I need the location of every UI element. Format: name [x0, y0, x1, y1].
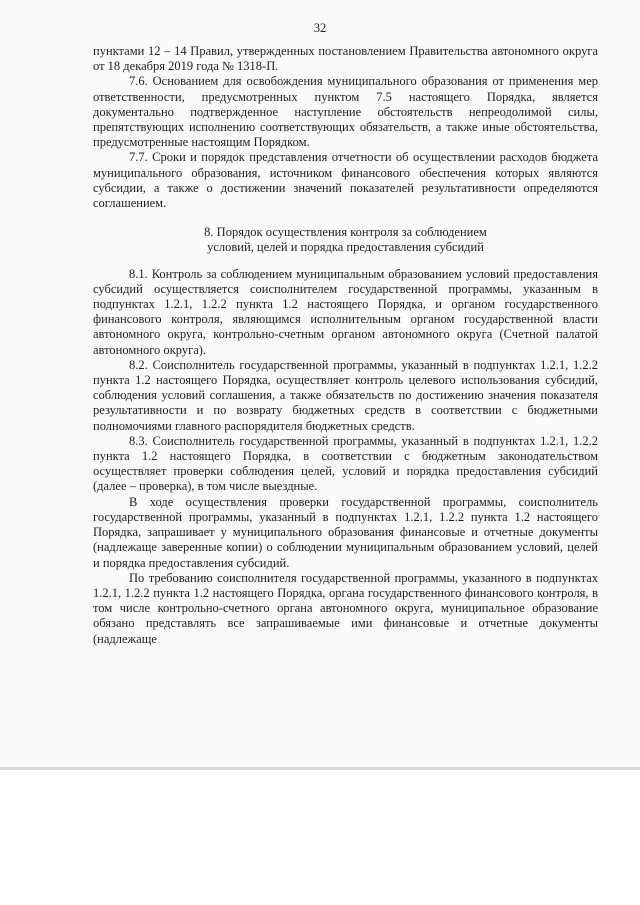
paragraph-inspection: В ходе осуществления проверки государственной программы, соисполнитель государственной программы, указанный в подпунктах 1.2.1, 1.2.2 пункта 1.2 настоящего Порядка, запрашивает у муниципального образования финансовые и отчетные документы (надлежаще заверенные копии) о соблюдении муниципальным образованием условий, целей и порядка предоставления субсидий. — [93, 494, 598, 570]
page-number: 32 — [313, 21, 327, 35]
page-bottom-edge — [0, 767, 640, 770]
paragraph-documents-request: По требованию соисполнителя государственной программы, указанного в подпунктах 1.2.1, 1.2.2 пункта 1.2 настоящего Порядка, органа государственного финансового контроля, в том числе контрольно-счетного органа автономного округа, муниципальное образование обязано представлять все запрашиваемые ими финансовые и отчетные документы (надлежаще — [93, 570, 598, 646]
paragraph-8-3: 8.3. Соисполнитель государственной программы, указанный в подпунктах 1.2.1, 1.2.2 пункта 1.2 настоящего Порядка, в соответствии с бюджетным законодательством осуществляет проверки соблюдения целей, условий и порядка предоставления субсидий (далее – проверка), в том числе выездные. — [93, 433, 598, 494]
paragraph-continuation: пунктами 12 – 14 Правил, утвержденных постановлением Правительства автономного округа от 18 декабря 2019 года № 1318-П. — [93, 44, 598, 74]
section-heading — [93, 225, 598, 255]
paragraph-7-6: 7.6. Основанием для освобождения муниципального образования от применения мер ответственности, предусмотренных пунктом 7.5 настоящего Порядка, является документально подтвержденное наступление обстоятельств непреодолимой силы, препятствующих исполнению соответствующих обязательств, а также иные обстоятельства, предусмотренные настоящим Порядком. — [93, 74, 598, 150]
paragraph-8-2: 8.2. Соисполнитель государственной программы, указанный в подпунктах 1.2.1, 1.2.2 пункта 1.2 настоящего Порядка, осуществляет контроль целевого использования субсидий, соблюдения условий соглашения, а также обязательств по достижению значения показателя результативности и по возврату бюджетных средств в соответствии с бюджетными полномочиями главного распорядителя бюджетных средств. — [93, 357, 598, 433]
section-heading-line-2: условий, целей и порядка предоставления субсидий — [207, 240, 484, 255]
document-body — [93, 44, 598, 647]
section-heading-line-1: 8. Порядок осуществления контроля за соблюдением — [204, 225, 487, 240]
paragraph-7-7: 7.7. Сроки и порядок представления отчетности об осуществлении расходов бюджета муниципального образования, источником финансового обеспечения которых являются субсидии, а также о достижении значений показателей результативности определяются соглашением. — [93, 150, 598, 211]
paragraph-8-1: 8.1. Контроль за соблюдением муниципальным образованием условий предоставления субсидий осуществляется соисполнителем государственной программы, указанным в подпунктах 1.2.1, 1.2.2 пункта 1.2 настоящего Порядка, и органом государственного финансового контроля, являющимся исполнительным органом государственной власти автономного округа, контрольно-счетным органом автономного округа (Счетной палатой автономного округа). — [93, 266, 598, 357]
